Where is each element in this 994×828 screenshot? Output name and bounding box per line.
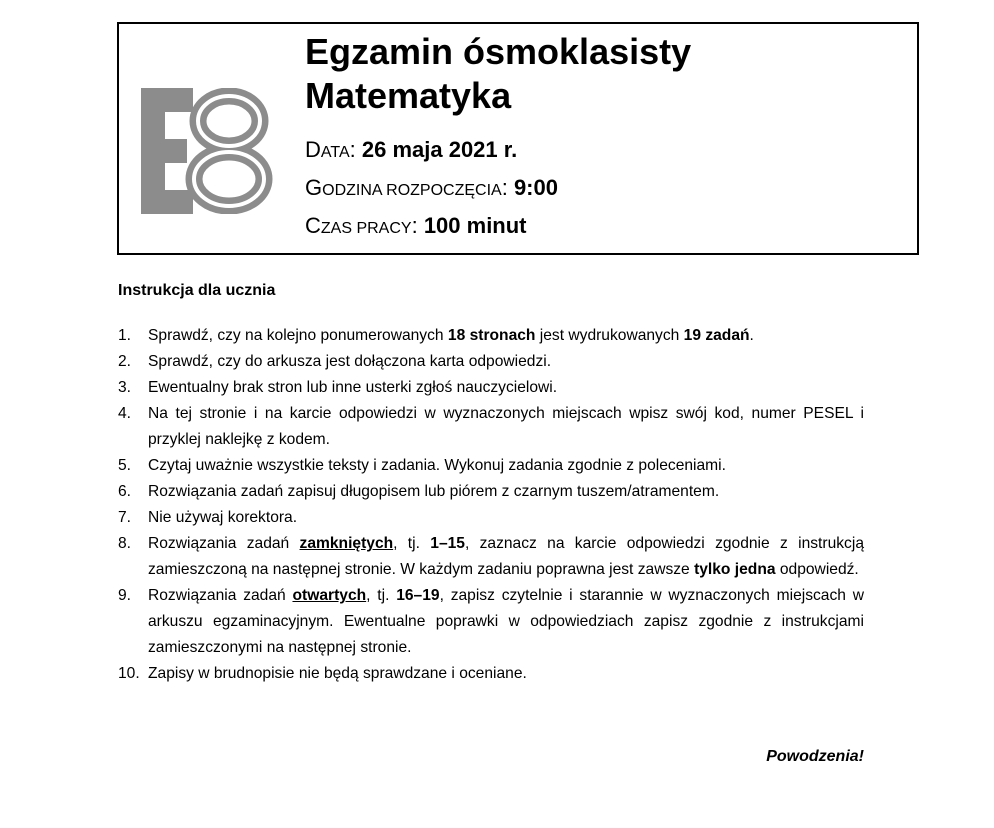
instructions-heading: Instrukcja dla ucznia [118,282,276,299]
list-item: 9. Rozwiązania zadań otwartych, tj. 16–19, zapisz czytelnie i starannie w wyznaczonych miejscach w arkuszu egzaminacyjnym. Ewentualne poprawki w odpowiedziach zapisz zgodnie z instrukcjami zamieszczonymi na następnej stronie. [118,587,864,656]
exam-duration: CZAS PRACY: 100 minut [305,213,527,238]
exam-start-time-value: 9:00 [513,175,558,200]
list-item: 10. Zapisy w brudnopisie nie będą sprawdzane i oceniane. [118,665,527,682]
exam-duration-value: 100 minut [423,213,527,238]
e8-logo [141,88,277,214]
closing-sign: Powodzenia! [766,748,864,765]
list-item: 6. Rozwiązania zadań zapisuj długopisem lub piórem z czarnym tuszem/atramentem. [118,483,720,500]
list-item: 7. Nie używaj korektora. [118,509,298,526]
exam-date-value: 26 maja 2021 r. [361,137,518,162]
list-item: 1. Sprawdź, czy na kolejno ponumerowanych 18 stronach jest wydrukowanych 19 zadań. [118,327,754,344]
list-item: 3. Ewentualny brak stron lub inne usterki zgłoś nauczycielowi. [118,379,558,396]
exam-start-time: GODZINA ROZPOCZĘCIA: 9:00 [305,175,558,200]
exam-meta [305,132,691,246]
exam-date: DATA: 26 maja 2021 r. [305,137,518,162]
list-item: 8. Rozwiązania zadań zamkniętych, tj. 1–15, zaznacz na karcie odpowiedzi zgodnie z instrukcją zamieszczoną na następnej stronie. W każdym zadaniu poprawna jest zawsze tylko jedna odpowiedź. [118,535,864,578]
instructions-list [118,323,864,687]
list-item: 2. Sprawdź, czy do arkusza jest dołączona karta odpowiedzi. [118,353,552,370]
list-item: 4. Na tej stronie i na karcie odpowiedzi w wyznaczonych miejscach wpisz swój kod, numer PESEL i przyklej naklejkę z kodem. [118,405,864,448]
header-titles [305,30,691,246]
exam-subject: Matematyka [305,75,512,116]
exam-header-box [117,22,919,255]
list-item: 5. Czytaj uważnie wszystkie teksty i zadania. Wykonuj zadania zgodnie z poleceniami. [118,457,726,474]
exam-title: Egzamin ósmoklasisty [305,31,692,72]
